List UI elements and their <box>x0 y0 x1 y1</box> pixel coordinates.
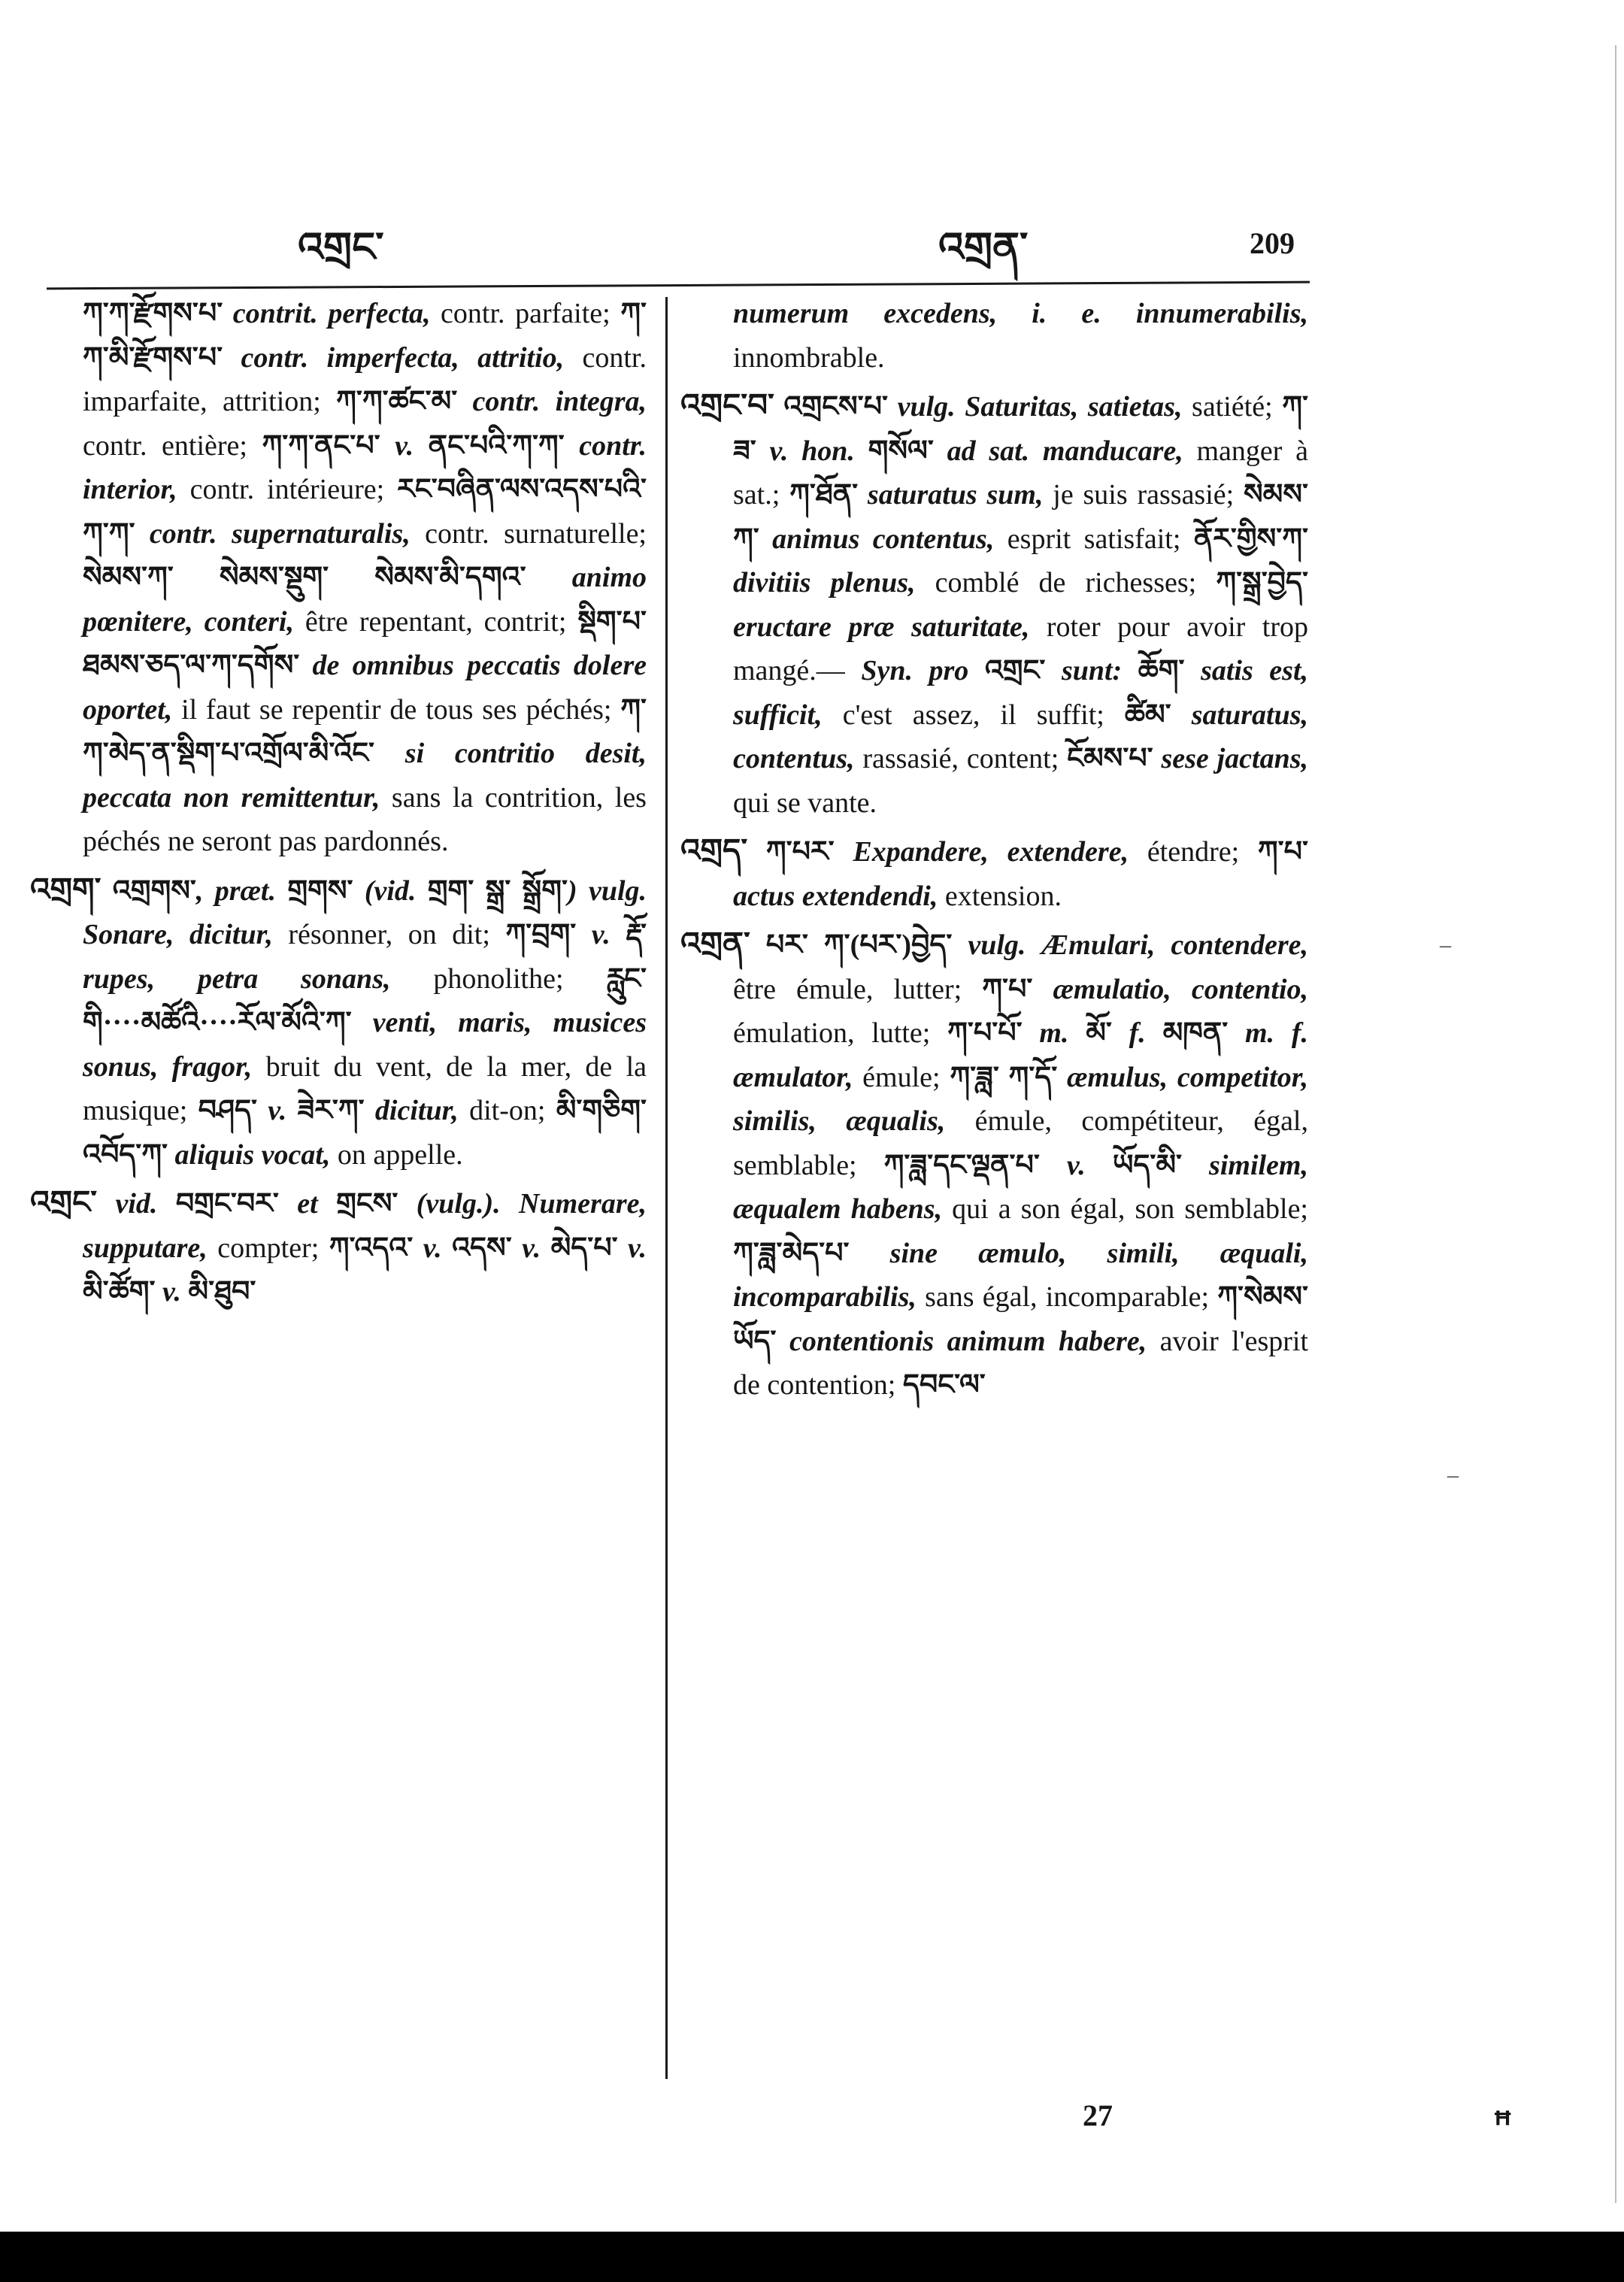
latin-gloss: ) vulg. Sonare, dicitur, <box>83 874 647 950</box>
tibetan-term: ཀ་ཀ་ནང་པ་ <box>262 429 380 462</box>
latin-gloss: sine æmulo, simili, æquali, incomparabilis, <box>733 1237 1308 1313</box>
latin-gloss: , præt. <box>195 874 288 907</box>
continued-entry <box>30 292 647 864</box>
latin-gloss: numerum excedens, i. e. innumerabilis, <box>733 298 1308 329</box>
latin-gloss: similem, æqualem habens, <box>733 1149 1308 1225</box>
tibetan-term: གྲག་ སྒྲ་ སྒྲོག་ <box>427 874 568 907</box>
tibetan-term: དབང་ལ་ <box>902 1369 986 1401</box>
latin-gloss: saturatus sum, <box>858 479 1044 511</box>
page-number: 209 <box>1250 226 1295 260</box>
latin-gloss: vid. <box>97 1188 176 1220</box>
latin-gloss: contr. interior, <box>83 429 647 505</box>
latin-gloss: rupes, petra sonans, <box>83 962 391 995</box>
tibetan-term: མི་གཅིག་འབོད་ཀ་ <box>83 1095 647 1171</box>
tibetan-term: འདས་ <box>452 1232 512 1264</box>
signature-mark: 27 <box>1083 2099 1113 2132</box>
tibetan-term: ཡོད་མི་ <box>1112 1149 1183 1181</box>
tibetan-term: བགྲང་བར་ <box>175 1188 279 1220</box>
tibetan-term: མི་ཚོག་ <box>83 1276 156 1308</box>
french-gloss: résonner, on dit; <box>272 919 506 950</box>
tibetan-term: ཀ་པར་ <box>747 836 835 868</box>
tibetan-term: ཀ་ཐོན་ <box>789 479 859 511</box>
dictionary-entry <box>680 384 1308 825</box>
latin-gloss: contentionis animum habere, <box>776 1325 1147 1357</box>
tibetan-term: རང་བཞིན་ལས་འདས་པའི་ཀ་ཀ་ <box>83 474 647 550</box>
latin-gloss: (vid. <box>353 874 428 907</box>
tibetan-term: ཀ་ཀ་མི་རྫོགས་པ་ <box>83 298 647 374</box>
tibetan-term: བཤད་ <box>198 1095 257 1126</box>
running-head-center: འགྲན་ <box>938 225 1029 270</box>
french-gloss: je suis rassasié; <box>1043 479 1244 511</box>
headword: འགྲང་བ་ <box>680 389 774 423</box>
french-gloss: avoir l'esprit de contention; <box>733 1325 1309 1401</box>
latin-gloss: contrit. perfecta, <box>223 298 431 329</box>
dictionary-entry <box>30 1181 647 1314</box>
latin-gloss: contr. integra, <box>457 386 647 417</box>
tibetan-term: ཆོག་ <box>1138 655 1185 686</box>
french-gloss: comblé de richesses; <box>915 567 1216 599</box>
french-gloss: qui a son égal, son semblable; <box>942 1193 1308 1225</box>
latin-gloss: v. <box>576 919 626 950</box>
latin-gloss: Syn. pro <box>861 655 985 686</box>
latin-gloss: m. f. æmulator, <box>733 1017 1308 1093</box>
tibetan-term: སྡིག་པ་ཐམས་ཅད་ལ་ཀ་དགོས་ <box>83 605 647 681</box>
tibetan-term: འགྲང་ <box>984 655 1046 686</box>
headword: འགྲད་ <box>680 834 748 868</box>
tibetan-term: གསོལ་ <box>868 435 934 467</box>
tibetan-term: མེད་པ་ <box>550 1232 618 1264</box>
french-gloss: dit-on; <box>458 1095 556 1126</box>
tibetan-term: ཀ་སེམས་ཡོད་ <box>733 1281 1308 1357</box>
tibetan-term: ཀ་ཟླ་མེད་པ་ <box>733 1237 850 1269</box>
stray-mark: – <box>1447 1462 1459 1487</box>
tibetan-term: སེམས་ཀ་ སེམས་སྡུག་ སེམས་མི་དགའ་ <box>83 562 526 593</box>
tibetan-term: རྡོ་ <box>626 919 647 950</box>
header-rule <box>47 281 1310 290</box>
latin-gloss: actus extendendi, <box>733 880 938 912</box>
latin-gloss: contr. supernaturalis, <box>135 517 411 550</box>
latin-gloss: æmulatio, contentio, <box>1032 973 1308 1005</box>
latin-gloss: m. <box>1022 1017 1086 1049</box>
french-gloss: esprit satisfait; <box>994 523 1194 555</box>
left-column <box>30 292 647 1319</box>
tibetan-term: ཀ་པ་ <box>1257 836 1308 868</box>
latin-gloss: vulg. Æmulari, contendere, <box>952 929 1308 961</box>
latin-gloss: satis est, sufficit, <box>733 655 1309 731</box>
latin-gloss: animo pœnitere, conteri, <box>83 562 647 638</box>
tibetan-term: ཟེར་ཀ་ <box>297 1095 365 1126</box>
french-gloss: bruit du vent, de la mer, de la musique; <box>83 1050 647 1126</box>
french-gloss: être repentant, contrit; <box>293 605 578 638</box>
tibetan-term: ཀ་ཀ་རྫོགས་པ་ <box>83 298 223 329</box>
latin-gloss: f. <box>1111 1017 1163 1049</box>
latin-gloss: v. <box>617 1232 647 1264</box>
french-gloss: roter pour avoir trop mangé.— <box>733 611 1308 686</box>
latin-gloss: dicitur, <box>364 1095 459 1126</box>
latin-gloss: si contritio desit, peccata non remittentur, <box>83 738 647 814</box>
column-divider <box>665 297 668 2079</box>
french-gloss: manger à sat.; <box>733 435 1308 511</box>
page-edge <box>1615 45 1616 2203</box>
tibetan-term: ཚིམ་ <box>1124 699 1171 731</box>
tibetan-term: རླུང་གི····མཚོའི····རོལ་མོའི་ཀ་ <box>83 962 647 1038</box>
latin-gloss: animus contentus, <box>759 523 995 555</box>
latin-gloss: saturatus, contentus, <box>733 699 1308 774</box>
tibetan-term: གྲངས་ <box>336 1188 398 1220</box>
tibetan-term: ཀ་ཟླ་ ཀ་དོ་ <box>950 1061 1058 1093</box>
french-gloss: compter; <box>207 1232 329 1264</box>
latin-gloss: aliquis vocat, <box>168 1138 331 1171</box>
latin-gloss: divitiis plenus, <box>733 567 916 599</box>
latin-gloss: venti, maris, musices sonus, fragor, <box>83 1007 647 1083</box>
french-gloss: c'est assez, il suffit; <box>822 699 1125 731</box>
corner-glyph: ꟸ <box>1493 2106 1513 2143</box>
latin-gloss: de omnibus peccatis dolere oportet, <box>83 650 647 726</box>
french-gloss: contr. parfaite; <box>430 298 621 329</box>
tibetan-term: ཀ་པ་པོ་ <box>947 1017 1023 1049</box>
latin-gloss: ad sat. manducare, <box>933 435 1183 467</box>
tibetan-term: ཀ་ཟླ་དང་ལྡན་པ་ <box>883 1149 1040 1181</box>
french-gloss: émule; <box>853 1061 950 1093</box>
tibetan-term: མི་ཐུབ་ <box>188 1276 256 1308</box>
latin-gloss: æmulus, competitor, similis, æqualis, <box>733 1061 1308 1137</box>
tibetan-term: ངོམས་པ་ <box>1067 743 1153 774</box>
latin-gloss: sunt: <box>1045 655 1138 686</box>
latin-gloss: v. <box>380 429 429 462</box>
french-gloss: contr. surnaturelle; <box>410 517 647 550</box>
tibetan-term: འགྲགས་ <box>101 874 196 907</box>
latin-gloss: contr. imperfecta, attritio, <box>223 341 565 374</box>
dictionary-entry <box>680 829 1308 918</box>
french-gloss: rassasié, content; <box>854 743 1068 774</box>
french-gloss: sans la contrition, les péchés ne seront pas pardonnés. <box>83 781 647 857</box>
tibetan-term: མོ་ <box>1086 1017 1112 1049</box>
latin-gloss: Expandere, extendere, <box>834 836 1129 868</box>
tibetan-term: པར་ ཀ་(པར་)བྱེད་ <box>750 929 953 961</box>
tibetan-term: ཀ་ཀ་ཚང་མ་ <box>336 386 458 417</box>
french-gloss: phonolithe; <box>390 962 607 995</box>
french-gloss: il faut se repentir de tous ses péchés; <box>172 693 621 726</box>
headword: འགྲན་ <box>680 927 750 962</box>
french-gloss: émule, compétiteur, égal, semblable; <box>733 1105 1308 1181</box>
tibetan-term: ནོར་གྱིས་ཀ་ <box>1193 523 1308 555</box>
tibetan-term: ཀ་ཀ་མེད་ན་སྡིག་པ་འགྲོལ་མི་འོང་ <box>83 693 647 769</box>
latin-gloss: sese jactans, <box>1153 743 1308 774</box>
dictionary-entry <box>30 868 647 1177</box>
latin-gloss: v. <box>413 1232 453 1264</box>
tibetan-term: མཁན་ <box>1162 1017 1229 1049</box>
right-column <box>680 292 1308 1412</box>
tibetan-term: ཀ་ཟ་ <box>733 391 1308 467</box>
stray-mark: – <box>1440 932 1451 957</box>
dictionary-entry <box>680 923 1308 1408</box>
french-gloss: émulation, lutte; <box>733 1017 948 1049</box>
latin-gloss: v. <box>511 1232 551 1264</box>
french-gloss: satiété; <box>1182 391 1283 423</box>
french-gloss: contr. imparfaite, attrition; <box>83 341 647 417</box>
french-gloss: contr. entière; <box>83 429 262 462</box>
french-gloss: être émule, lutter; <box>733 973 983 1005</box>
tibetan-term: ནང་པའི་ཀ་ཀ་ <box>428 429 565 462</box>
french-gloss: on appelle. <box>330 1138 463 1171</box>
tibetan-term: ཀ་སྒྲ་བྱེད་ <box>1216 567 1309 599</box>
tibetan-term: ཀ་འདའ་ <box>329 1232 414 1264</box>
latin-gloss: vulg. Saturitas, satietas, <box>888 391 1183 423</box>
tibetan-term: ཀ་པ་ <box>982 973 1033 1005</box>
french-gloss: étendre; <box>1129 836 1258 868</box>
latin-gloss: eructare præ saturitate, <box>733 611 1030 643</box>
french-gloss: qui se vante. <box>733 786 877 819</box>
tibetan-term: སེམས་ཀ་ <box>733 479 1308 555</box>
latin-gloss: v. hon. <box>756 435 868 467</box>
headword: འགྲག་ <box>30 872 102 908</box>
latin-gloss: et <box>278 1188 337 1220</box>
latin-gloss: v. <box>155 1276 189 1308</box>
tibetan-term: འགྲངས་པ་ <box>774 391 889 423</box>
running-head-left: འགྲང་ <box>298 225 384 270</box>
continued-entry <box>680 292 1308 380</box>
headword: འགྲང་ <box>30 1186 98 1220</box>
tibetan-term: ཀ་བྲག་ <box>505 919 577 950</box>
latin-gloss: v. <box>256 1095 298 1126</box>
tibetan-term: གྲགས་ <box>287 874 353 907</box>
latin-gloss: (vulg.). Numerare, supputare, <box>83 1188 647 1264</box>
latin-gloss: v. <box>1039 1149 1113 1181</box>
french-gloss: sans égal, incomparable; <box>916 1281 1218 1313</box>
scan-bottom-bar <box>0 2232 1624 2282</box>
french-gloss: extension. <box>938 880 1062 912</box>
french-gloss: innombrable. <box>733 341 885 374</box>
french-gloss: contr. intérieure; <box>177 474 398 505</box>
